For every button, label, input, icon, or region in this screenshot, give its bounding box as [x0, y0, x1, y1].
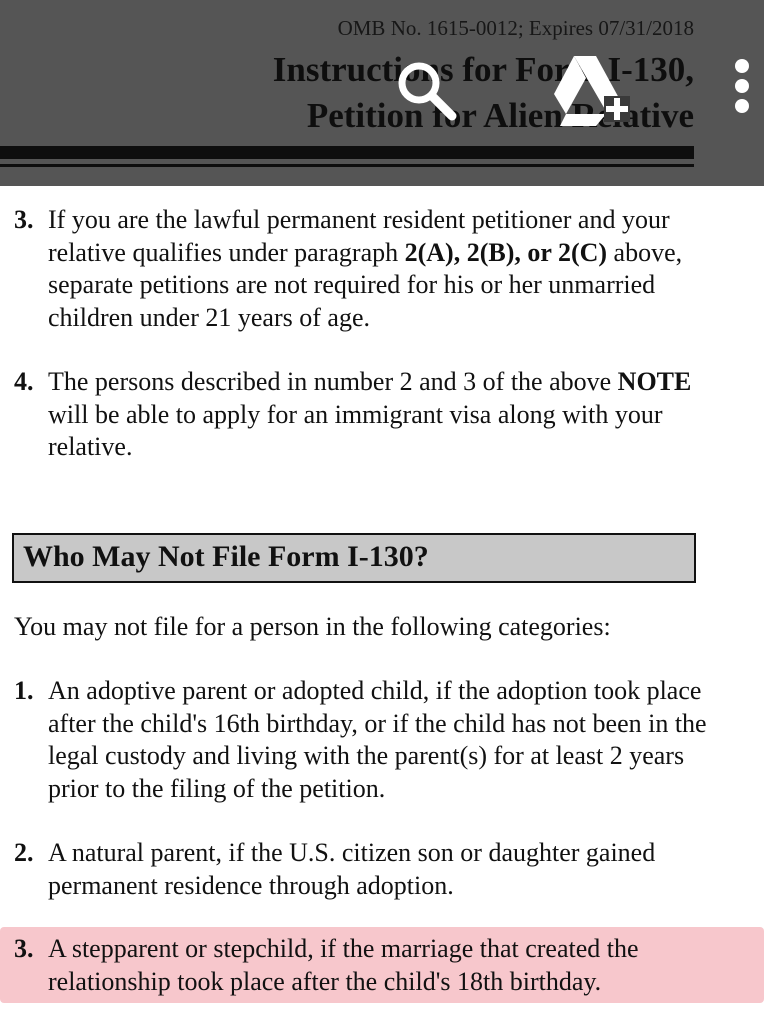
search-icon[interactable] — [392, 56, 462, 126]
list-item-number: 3. — [14, 934, 34, 963]
section-intro: You may not file for a person in the following categories: — [14, 612, 611, 641]
list-item-text: An adoptive parent or adopted child, if the adoption took place after the child's 16th birthday, or if the child has not been in the legal custody and living with the parent(s) for at least 2 years prior to the filing of the petition. — [48, 676, 707, 803]
list-item-number: 1. — [14, 676, 34, 705]
list-item-3-top — [14, 204, 714, 334]
list-item-number: 4. — [14, 367, 34, 396]
list-item-text: A natural parent, if the U.S. citizen son or daughter gained permanent residence through adoption. — [48, 838, 656, 900]
section-heading-box — [12, 533, 696, 583]
list-item-1 — [14, 675, 714, 805]
list-item-4-top — [14, 366, 714, 464]
list-item-2 — [14, 837, 714, 902]
add-to-drive-icon[interactable] — [546, 50, 636, 130]
list-item-number: 3. — [14, 205, 34, 234]
viewer-toolbar — [0, 0, 764, 186]
list-item-text: The persons described in number 2 and 3 of the above NOTE will be able to apply for an immigrant visa along with your relative. — [48, 367, 692, 461]
list-item-text: A stepparent or stepchild, if the marriage that created the relationship took place after the child's 18th birthday. — [48, 934, 639, 996]
list-item-3 — [14, 933, 714, 998]
list-item-text: If you are the lawful permanent resident petitioner and your relative qualifies under paragraph 2(A), 2(B), or 2(C) above, separate petitions are not required for his or her unmarried children under 21 years of age. — [48, 205, 683, 332]
section-title: Who May Not File Form I-130? — [23, 540, 429, 573]
more-vert-icon[interactable] — [722, 58, 762, 128]
list-item-number: 2. — [14, 838, 34, 867]
